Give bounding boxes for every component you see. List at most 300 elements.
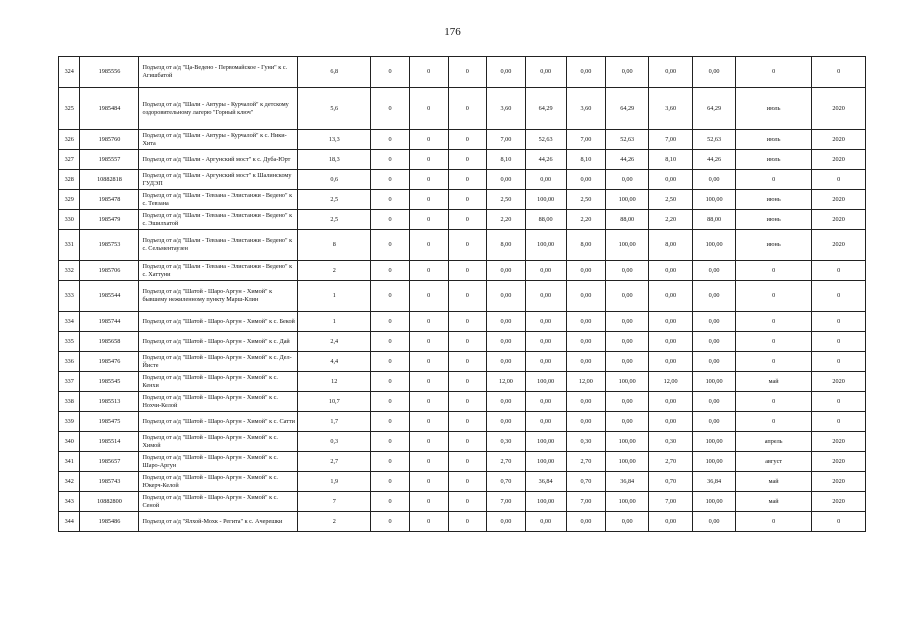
col-f-cell: 0,00	[566, 412, 606, 432]
col-i-cell: 44,26	[693, 150, 736, 170]
col-d-cell: 0,30	[487, 432, 526, 452]
length-cell: 13,3	[298, 130, 371, 150]
col-i-cell: 100,00	[693, 452, 736, 472]
row-number-cell: 325	[59, 88, 80, 130]
col-a-cell: 0	[371, 432, 410, 452]
col-g-cell: 88,00	[606, 210, 649, 230]
col-b-cell: 0	[409, 281, 448, 312]
col-g-cell: 0,00	[606, 170, 649, 190]
col-i-cell: 64,29	[693, 88, 736, 130]
col-a-cell: 0	[371, 492, 410, 512]
col-c-cell: 0	[448, 432, 487, 452]
col-g-cell: 100,00	[606, 452, 649, 472]
col-g-cell: 52,63	[606, 130, 649, 150]
month-cell: 0	[736, 352, 812, 372]
col-c-cell: 0	[448, 57, 487, 88]
col-a-cell: 0	[371, 392, 410, 412]
col-g-cell: 0,00	[606, 312, 649, 332]
col-f-cell: 0,00	[566, 281, 606, 312]
col-a-cell: 0	[371, 312, 410, 332]
month-cell: 0	[736, 392, 812, 412]
col-c-cell: 0	[448, 472, 487, 492]
length-cell: 0,3	[298, 432, 371, 452]
col-g-cell: 100,00	[606, 372, 649, 392]
row-number-cell: 337	[59, 372, 80, 392]
col-g-cell: 64,29	[606, 88, 649, 130]
col-f-cell: 2,20	[566, 210, 606, 230]
col-g-cell: 0,00	[606, 352, 649, 372]
col-d-cell: 3,60	[487, 88, 526, 130]
col-g-cell: 0,00	[606, 57, 649, 88]
col-d-cell: 2,70	[487, 452, 526, 472]
col-h-cell: 0,00	[649, 57, 693, 88]
road-name-cell: Подъезд от а/д "Шатой - Шаро-Аргун - Химой" к с. Химой	[139, 432, 298, 452]
col-d-cell: 0,00	[487, 170, 526, 190]
col-e-cell: 0,00	[525, 57, 566, 88]
table-row	[59, 372, 866, 392]
col-h-cell: 0,00	[649, 392, 693, 412]
length-cell: 7	[298, 492, 371, 512]
col-a-cell: 0	[371, 412, 410, 432]
year-cell: 0	[812, 332, 866, 352]
road-id-cell: 1985514	[80, 432, 139, 452]
col-d-cell: 0,00	[487, 412, 526, 432]
col-f-cell: 8,10	[566, 150, 606, 170]
year-cell: 0	[812, 412, 866, 432]
col-f-cell: 0,00	[566, 392, 606, 412]
col-i-cell: 88,00	[693, 210, 736, 230]
col-c-cell: 0	[448, 512, 487, 532]
length-cell: 1,7	[298, 412, 371, 432]
col-i-cell: 0,00	[693, 332, 736, 352]
col-b-cell: 0	[409, 261, 448, 281]
col-f-cell: 2,50	[566, 190, 606, 210]
col-f-cell: 0,00	[566, 57, 606, 88]
col-f-cell: 8,00	[566, 230, 606, 261]
col-f-cell: 0,00	[566, 512, 606, 532]
col-b-cell: 0	[409, 170, 448, 190]
road-id-cell: 1985479	[80, 210, 139, 230]
col-e-cell: 44,26	[525, 150, 566, 170]
col-e-cell: 100,00	[525, 190, 566, 210]
road-id-cell: 1985557	[80, 150, 139, 170]
row-number-cell: 329	[59, 190, 80, 210]
col-e-cell: 0,00	[525, 392, 566, 412]
month-cell: 0	[736, 412, 812, 432]
year-cell: 0	[812, 512, 866, 532]
month-cell: 0	[736, 332, 812, 352]
row-number-cell: 334	[59, 312, 80, 332]
col-c-cell: 0	[448, 150, 487, 170]
col-d-cell: 0,00	[487, 332, 526, 352]
row-number-cell: 327	[59, 150, 80, 170]
col-d-cell: 8,10	[487, 150, 526, 170]
col-c-cell: 0	[448, 392, 487, 412]
col-f-cell: 0,70	[566, 472, 606, 492]
road-id-cell: 1985484	[80, 88, 139, 130]
year-cell: 0	[812, 392, 866, 412]
road-id-cell: 1985744	[80, 312, 139, 332]
row-number-cell: 330	[59, 210, 80, 230]
road-id-cell: 1985475	[80, 412, 139, 432]
col-h-cell: 8,10	[649, 150, 693, 170]
col-g-cell: 0,00	[606, 512, 649, 532]
col-d-cell: 0,00	[487, 261, 526, 281]
col-e-cell: 100,00	[525, 372, 566, 392]
table-row	[59, 412, 866, 432]
col-f-cell: 0,00	[566, 312, 606, 332]
col-f-cell: 0,00	[566, 261, 606, 281]
col-f-cell: 7,00	[566, 130, 606, 150]
year-cell: 0	[812, 281, 866, 312]
length-cell: 2	[298, 261, 371, 281]
row-number-cell: 340	[59, 432, 80, 452]
col-b-cell: 0	[409, 392, 448, 412]
col-h-cell: 12,00	[649, 372, 693, 392]
col-e-cell: 0,00	[525, 261, 566, 281]
col-c-cell: 0	[448, 372, 487, 392]
road-name-cell: Подъезд от а/д "Шали - Тевзана - Элистанжи - Ведено" к с. Хаттуни	[139, 261, 298, 281]
road-name-cell: Подъезд от а/д "Шали - Автуры - Курчалой" к детскому оздоровительному лагерю "Горный ключ"	[139, 88, 298, 130]
col-h-cell: 0,70	[649, 472, 693, 492]
road-name-cell: Подъезд от а/д "Ялхой-Мохк - Регита" к с. Ачерешки	[139, 512, 298, 532]
col-i-cell: 0,00	[693, 352, 736, 372]
month-cell: июнь	[736, 190, 812, 210]
col-a-cell: 0	[371, 210, 410, 230]
col-i-cell: 100,00	[693, 492, 736, 512]
table-row	[59, 492, 866, 512]
table-row	[59, 170, 866, 190]
col-h-cell: 2,50	[649, 190, 693, 210]
road-name-cell: Подъезд от а/д "Шатой - Шаро-Аргун - Химой" к с. Дел-Йисте	[139, 352, 298, 372]
col-e-cell: 0,00	[525, 332, 566, 352]
col-a-cell: 0	[371, 150, 410, 170]
col-i-cell: 52,63	[693, 130, 736, 150]
col-f-cell: 7,00	[566, 492, 606, 512]
road-name-cell: Подъезд от а/д "Шали - Автуры - Курчалой" к с. Ники-Хита	[139, 130, 298, 150]
col-h-cell: 0,00	[649, 512, 693, 532]
col-d-cell: 0,00	[487, 392, 526, 412]
col-b-cell: 0	[409, 57, 448, 88]
length-cell: 5,6	[298, 88, 371, 130]
col-h-cell: 0,30	[649, 432, 693, 452]
table-row	[59, 352, 866, 372]
length-cell: 1	[298, 312, 371, 332]
col-e-cell: 0,00	[525, 170, 566, 190]
col-b-cell: 0	[409, 88, 448, 130]
length-cell: 18,3	[298, 150, 371, 170]
col-i-cell: 0,00	[693, 261, 736, 281]
row-number-cell: 344	[59, 512, 80, 532]
col-i-cell: 100,00	[693, 432, 736, 452]
road-name-cell: Подъезд от а/д "Ца-Ведено - Первомайское - Гуни" к с. Агишбатой	[139, 57, 298, 88]
col-f-cell: 3,60	[566, 88, 606, 130]
col-d-cell: 0,00	[487, 512, 526, 532]
col-a-cell: 0	[371, 230, 410, 261]
table-row	[59, 210, 866, 230]
month-cell: июль	[736, 130, 812, 150]
col-h-cell: 7,00	[649, 492, 693, 512]
col-a-cell: 0	[371, 512, 410, 532]
col-e-cell: 100,00	[525, 492, 566, 512]
road-id-cell: 1985556	[80, 57, 139, 88]
col-f-cell: 0,00	[566, 332, 606, 352]
col-g-cell: 0,00	[606, 332, 649, 352]
col-b-cell: 0	[409, 210, 448, 230]
col-i-cell: 100,00	[693, 190, 736, 210]
col-i-cell: 36,84	[693, 472, 736, 492]
col-i-cell: 100,00	[693, 230, 736, 261]
road-id-cell: 1985657	[80, 452, 139, 472]
col-c-cell: 0	[448, 210, 487, 230]
col-f-cell: 0,30	[566, 432, 606, 452]
col-b-cell: 0	[409, 432, 448, 452]
col-g-cell: 44,26	[606, 150, 649, 170]
col-i-cell: 0,00	[693, 170, 736, 190]
road-id-cell: 1985658	[80, 332, 139, 352]
row-number-cell: 328	[59, 170, 80, 190]
col-e-cell: 0,00	[525, 412, 566, 432]
col-h-cell: 0,00	[649, 352, 693, 372]
col-b-cell: 0	[409, 230, 448, 261]
table-row	[59, 190, 866, 210]
col-h-cell: 0,00	[649, 170, 693, 190]
col-h-cell: 3,60	[649, 88, 693, 130]
table-row	[59, 88, 866, 130]
col-i-cell: 0,00	[693, 312, 736, 332]
row-number-cell: 326	[59, 130, 80, 150]
month-cell: май	[736, 472, 812, 492]
col-f-cell: 0,00	[566, 170, 606, 190]
col-d-cell: 2,20	[487, 210, 526, 230]
length-cell: 12	[298, 372, 371, 392]
col-e-cell: 0,00	[525, 352, 566, 372]
road-id-cell: 1985706	[80, 261, 139, 281]
col-b-cell: 0	[409, 512, 448, 532]
row-number-cell: 333	[59, 281, 80, 312]
col-g-cell: 100,00	[606, 432, 649, 452]
col-i-cell: 0,00	[693, 57, 736, 88]
col-a-cell: 0	[371, 190, 410, 210]
col-b-cell: 0	[409, 332, 448, 352]
col-a-cell: 0	[371, 472, 410, 492]
length-cell: 10,7	[298, 392, 371, 412]
table-row	[59, 452, 866, 472]
col-d-cell: 8,00	[487, 230, 526, 261]
year-cell: 2020	[812, 492, 866, 512]
road-id-cell: 1985486	[80, 512, 139, 532]
col-d-cell: 7,00	[487, 130, 526, 150]
col-e-cell: 52,63	[525, 130, 566, 150]
year-cell: 2020	[812, 130, 866, 150]
col-i-cell: 100,00	[693, 372, 736, 392]
col-b-cell: 0	[409, 352, 448, 372]
road-id-cell: 1985478	[80, 190, 139, 210]
year-cell: 2020	[812, 210, 866, 230]
length-cell: 2,4	[298, 332, 371, 352]
road-id-cell: 1985476	[80, 352, 139, 372]
year-cell: 2020	[812, 472, 866, 492]
table-row	[59, 392, 866, 412]
col-g-cell: 0,00	[606, 261, 649, 281]
col-c-cell: 0	[448, 492, 487, 512]
row-number-cell: 339	[59, 412, 80, 432]
col-c-cell: 0	[448, 130, 487, 150]
month-cell: июль	[736, 88, 812, 130]
length-cell: 0,6	[298, 170, 371, 190]
col-e-cell: 36,84	[525, 472, 566, 492]
table-row	[59, 332, 866, 352]
col-c-cell: 0	[448, 261, 487, 281]
length-cell: 2,5	[298, 190, 371, 210]
road-name-cell: Подъезд от а/д "Шатой - Шаро-Аргун - Химой" к с. Дай	[139, 332, 298, 352]
month-cell: 0	[736, 312, 812, 332]
col-e-cell: 0,00	[525, 512, 566, 532]
road-id-cell: 1985513	[80, 392, 139, 412]
year-cell: 0	[812, 352, 866, 372]
col-g-cell: 0,00	[606, 281, 649, 312]
length-cell: 6,8	[298, 57, 371, 88]
road-id-cell: 10882800	[80, 492, 139, 512]
col-d-cell: 7,00	[487, 492, 526, 512]
col-b-cell: 0	[409, 492, 448, 512]
month-cell: июнь	[736, 210, 812, 230]
month-cell: июнь	[736, 230, 812, 261]
col-d-cell: 12,00	[487, 372, 526, 392]
col-i-cell: 0,00	[693, 281, 736, 312]
col-c-cell: 0	[448, 190, 487, 210]
col-e-cell: 0,00	[525, 312, 566, 332]
row-number-cell: 335	[59, 332, 80, 352]
col-b-cell: 0	[409, 412, 448, 432]
col-a-cell: 0	[371, 57, 410, 88]
col-a-cell: 0	[371, 332, 410, 352]
col-c-cell: 0	[448, 412, 487, 432]
col-i-cell: 0,00	[693, 412, 736, 432]
col-i-cell: 0,00	[693, 392, 736, 412]
row-number-cell: 343	[59, 492, 80, 512]
col-c-cell: 0	[448, 352, 487, 372]
table-row	[59, 57, 866, 88]
year-cell: 2020	[812, 88, 866, 130]
col-g-cell: 36,84	[606, 472, 649, 492]
year-cell: 2020	[812, 432, 866, 452]
col-d-cell: 0,70	[487, 472, 526, 492]
month-cell: май	[736, 492, 812, 512]
road-id-cell: 10882818	[80, 170, 139, 190]
col-e-cell: 100,00	[525, 432, 566, 452]
col-h-cell: 0,00	[649, 312, 693, 332]
col-g-cell: 100,00	[606, 190, 649, 210]
row-number-cell: 336	[59, 352, 80, 372]
col-h-cell: 0,00	[649, 261, 693, 281]
col-a-cell: 0	[371, 372, 410, 392]
table-row	[59, 432, 866, 452]
month-cell: апрель	[736, 432, 812, 452]
col-d-cell: 0,00	[487, 352, 526, 372]
col-b-cell: 0	[409, 312, 448, 332]
col-c-cell: 0	[448, 88, 487, 130]
row-number-cell: 331	[59, 230, 80, 261]
road-name-cell: Подъезд от а/д "Шали - Тевзана - Элистанжи - Ведено" к с. Эшилхатой	[139, 210, 298, 230]
month-cell: 0	[736, 281, 812, 312]
col-a-cell: 0	[371, 352, 410, 372]
month-cell: июль	[736, 150, 812, 170]
col-c-cell: 0	[448, 452, 487, 472]
col-a-cell: 0	[371, 281, 410, 312]
month-cell: 0	[736, 57, 812, 88]
col-a-cell: 0	[371, 452, 410, 472]
table-row	[59, 312, 866, 332]
row-number-cell: 324	[59, 57, 80, 88]
col-c-cell: 0	[448, 170, 487, 190]
month-cell: 0	[736, 512, 812, 532]
page-number: 176	[444, 26, 461, 38]
month-cell: 0	[736, 170, 812, 190]
table-row	[59, 150, 866, 170]
col-f-cell: 12,00	[566, 372, 606, 392]
table-row	[59, 281, 866, 312]
month-cell: 0	[736, 261, 812, 281]
col-d-cell: 0,00	[487, 312, 526, 332]
month-cell: август	[736, 452, 812, 472]
road-name-cell: Подъезд от а/д "Шатой - Шаро-Аргун - Химой" к с. Бекой	[139, 312, 298, 332]
col-b-cell: 0	[409, 452, 448, 472]
year-cell: 2020	[812, 230, 866, 261]
col-h-cell: 8,00	[649, 230, 693, 261]
table-row	[59, 230, 866, 261]
col-e-cell: 100,00	[525, 230, 566, 261]
col-e-cell: 88,00	[525, 210, 566, 230]
col-h-cell: 0,00	[649, 412, 693, 432]
col-e-cell: 100,00	[525, 452, 566, 472]
col-h-cell: 0,00	[649, 332, 693, 352]
col-f-cell: 2,70	[566, 452, 606, 472]
col-b-cell: 0	[409, 372, 448, 392]
col-g-cell: 100,00	[606, 230, 649, 261]
year-cell: 0	[812, 170, 866, 190]
road-id-cell: 1985743	[80, 472, 139, 492]
length-cell: 1,9	[298, 472, 371, 492]
col-a-cell: 0	[371, 88, 410, 130]
col-i-cell: 0,00	[693, 512, 736, 532]
road-id-cell: 1985545	[80, 372, 139, 392]
road-id-cell: 1985760	[80, 130, 139, 150]
length-cell: 2,7	[298, 452, 371, 472]
year-cell: 2020	[812, 150, 866, 170]
col-d-cell: 0,00	[487, 281, 526, 312]
length-cell: 8	[298, 230, 371, 261]
table-row	[59, 130, 866, 150]
col-c-cell: 0	[448, 281, 487, 312]
road-name-cell: Подъезд от а/д "Шатой - Шаро-Аргун - Химой" к с. Нохчи-Келой	[139, 392, 298, 412]
row-number-cell: 332	[59, 261, 80, 281]
row-number-cell: 342	[59, 472, 80, 492]
road-name-cell: Подъезд от а/д "Шатой - Шаро-Аргун - Химой" к бывшему нежиленному пункту Марш-Клин	[139, 281, 298, 312]
col-c-cell: 0	[448, 312, 487, 332]
col-h-cell: 2,20	[649, 210, 693, 230]
road-name-cell: Подъезд от а/д "Шали - Аргунский мост" к Шалинскому ГУДЭП	[139, 170, 298, 190]
row-number-cell: 341	[59, 452, 80, 472]
road-name-cell: Подъезд от а/д "Шали - Тевзана - Элистанжи - Ведено" к с. Тевзана	[139, 190, 298, 210]
road-name-cell: Подъезд от а/д "Шали - Тевзана - Элистанжи - Ведено" к с. Сельментаузен	[139, 230, 298, 261]
month-cell: май	[736, 372, 812, 392]
col-h-cell: 2,70	[649, 452, 693, 472]
row-number-cell: 338	[59, 392, 80, 412]
col-b-cell: 0	[409, 130, 448, 150]
road-name-cell: Подъезд от а/д "Шатой - Шаро-Аргун - Химой" к с. Шаро-Аргун	[139, 452, 298, 472]
road-id-cell: 1985544	[80, 281, 139, 312]
